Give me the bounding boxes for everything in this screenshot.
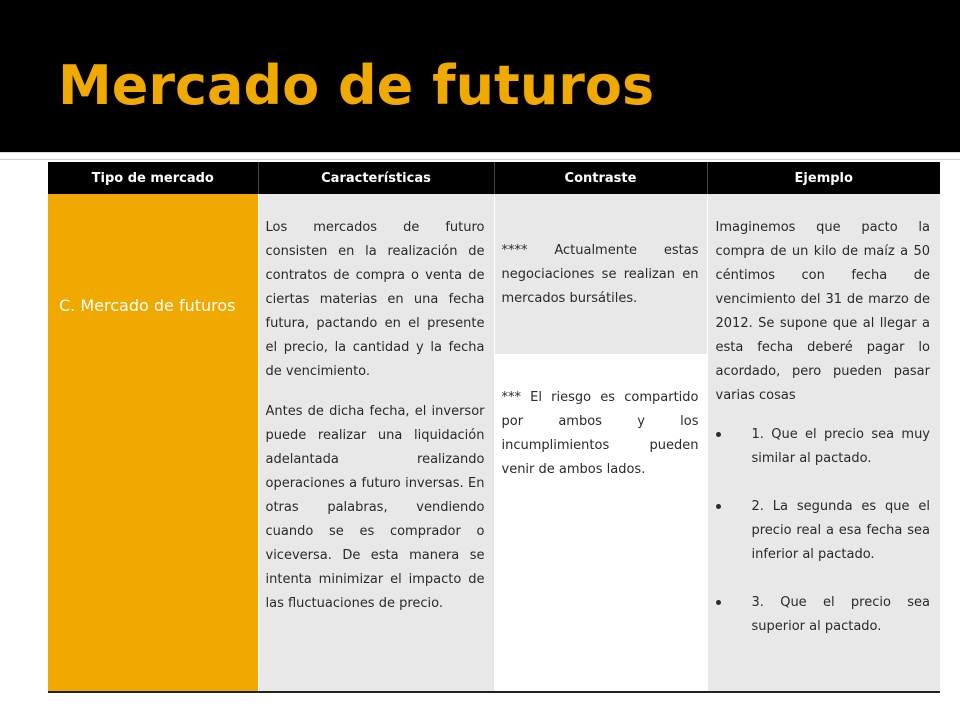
ejemplo-intro: Imaginemos que pacto la compra de un kilo de maíz a 50 céntimos con fecha de vencimiento del 31 de marzo de 2012. Se supone que al llegar a esta fecha deberé pagar lo acordado, pero pueden pasar varias cosas [715, 220, 930, 403]
contraste-text: **** Actualmente estas negociaciones se realizan en mercados bursátiles. [501, 243, 699, 306]
cell-contraste-top [494, 194, 707, 355]
contraste-text: *** El riesgo es compartido por ambos y los incumplimientos pueden venir de ambos lados. [501, 390, 699, 477]
list-item-text: 3. Que el precio sea superior al pactado. [751, 595, 930, 634]
ejemplo-list [716, 423, 931, 639]
title-divider [0, 152, 960, 160]
bullet-icon [716, 432, 721, 437]
list-item [716, 495, 931, 567]
table-header-row [48, 162, 940, 194]
cell-tipo [48, 194, 258, 692]
table-bottom-border [48, 691, 940, 693]
cell-ejemplo [707, 194, 940, 692]
markets-table [48, 162, 940, 692]
list-item-text: 2. La segunda es que el precio real a esa fecha sea inferior al pactado. [751, 499, 930, 562]
slide-title: Mercado de futuros [58, 54, 655, 117]
header-caracteristicas: Características [258, 162, 494, 194]
list-item [716, 591, 931, 639]
bullet-icon [716, 600, 721, 605]
header-ejemplo: Ejemplo [707, 162, 940, 194]
bullet-icon [716, 504, 721, 509]
list-item [716, 423, 931, 471]
caracteristicas-paragraph: Los mercados de futuro consisten en la realización de contratos de compra o venta de ciertas materias en una fecha futura, pactando en el presente el precio, la cantidad y la fecha de vencimiento. [265, 220, 485, 379]
cell-caracteristicas [258, 194, 494, 692]
market-type-label: C. Mercado de futuros [59, 296, 236, 315]
caracteristicas-paragraph: Antes de dicha fecha, el inversor puede realizar una liquidación adelantada realizando operaciones a futuro inversas. En otras palabras, vendiendo cuando se es comprador o viceversa. De esta manera se intenta minimizar el impacto de las fluctuaciones de precio. [265, 404, 485, 611]
header-contraste: Contraste [494, 162, 707, 194]
header-tipo: Tipo de mercado [48, 162, 258, 194]
cell-contraste-bottom [494, 355, 707, 692]
list-item-text: 1. Que el precio sea muy similar al pactado. [751, 427, 930, 466]
